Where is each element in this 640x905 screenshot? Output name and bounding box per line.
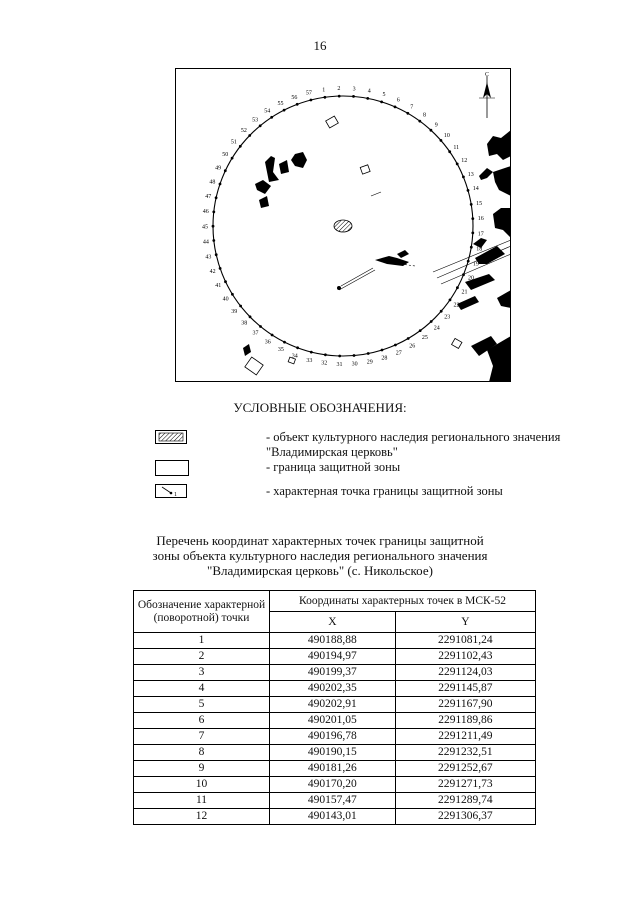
legend-item-zone-boundary (155, 460, 575, 484)
boundary-point-label: 36 (264, 339, 271, 346)
table-row (134, 665, 536, 681)
boundary-point-label: 24 (433, 325, 440, 332)
legend-text-culture-object: - объект культурного наследия регионального значения "Владимирская церковь" (266, 430, 561, 459)
point-number-cell: 11 (134, 793, 270, 809)
boundary-point-marker (471, 217, 474, 220)
boundary-point-label: 38 (241, 320, 248, 327)
boundary-point-marker (449, 299, 452, 302)
boundary-point-marker (406, 112, 409, 115)
boundary-point-marker (212, 239, 215, 242)
y-coordinate-cell: 2291306,37 (395, 809, 535, 825)
boundary-point-label: 39 (231, 309, 238, 315)
boundary-point-marker (367, 352, 370, 355)
header-y: Y (395, 612, 535, 633)
point-number-cell: 10 (134, 777, 270, 793)
y-coordinate-cell: 2291167,90 (395, 697, 535, 713)
boundary-point-marker (271, 334, 274, 337)
y-coordinate-cell: 2291189,86 (395, 713, 535, 729)
boundary-point-label: 47 (205, 194, 212, 201)
boundary-point-marker (394, 106, 397, 109)
site-plan-map (175, 68, 511, 382)
table-row (134, 761, 536, 777)
boundary-point-label: 17 (477, 231, 484, 238)
boundary-point-marker (239, 305, 242, 308)
boundary-point-marker (259, 325, 262, 328)
boundary-point-marker (440, 139, 443, 142)
boundary-point-marker (296, 346, 299, 349)
boundary-point-label: 4 (367, 88, 371, 95)
north-marker: C (485, 72, 490, 78)
boundary-point-label: 12 (461, 158, 468, 165)
y-coordinate-cell: 2291102,43 (395, 649, 535, 665)
boundary-point-label: 20 (468, 275, 474, 282)
x-coordinate-cell: 490194,97 (270, 649, 396, 665)
x-coordinate-cell: 490190,15 (270, 745, 396, 761)
boundary-point-marker (456, 286, 459, 289)
point-symbol (155, 484, 187, 498)
boundary-point-label: 53 (252, 117, 259, 124)
boundary-point-label: 15 (476, 201, 483, 207)
boundary-point-label: 51 (230, 139, 237, 146)
boundary-point-label: 13 (467, 171, 474, 178)
boundary-point-marker (310, 99, 313, 102)
boundary-point-marker (270, 116, 273, 119)
y-coordinate-cell: 2291081,24 (395, 633, 535, 649)
boundary-point-label: 34 (291, 353, 298, 360)
table-row (134, 777, 536, 793)
boundary-point-marker (366, 97, 369, 100)
legend-text-zone-boundary: - граница защитной зоны (266, 460, 401, 474)
boundary-point-marker (381, 349, 384, 352)
x-coordinate-cell: 490157,47 (270, 793, 396, 809)
boundary-point-marker (353, 354, 356, 357)
point-number-cell: 12 (134, 809, 270, 825)
table-row (134, 633, 536, 649)
boundary-point-marker (324, 353, 327, 356)
boundary-point-label: 25 (421, 335, 428, 341)
boundary-point-marker (224, 169, 227, 172)
boundary-point-marker (231, 293, 234, 296)
legend-item-culture-object (155, 430, 575, 459)
boundary-point-label: 23 (444, 314, 451, 321)
point-number-cell: 1 (134, 633, 270, 649)
boundary-point-label: 55 (277, 101, 284, 107)
boundary-point-label: 6 (396, 97, 400, 104)
table-row (134, 697, 536, 713)
table-row (134, 681, 536, 697)
hatch-symbol (155, 430, 187, 444)
boundary-point-label: 26 (409, 343, 416, 350)
boundary-point-label: 37 (252, 330, 259, 337)
boundary-point-label: 9 (434, 122, 438, 129)
boundary-point-label: 7 (410, 104, 414, 111)
point-symbol-label: 1 (174, 492, 177, 498)
table-row (134, 649, 536, 665)
boundary-point-label: 56 (291, 94, 298, 101)
boundary-point-marker (248, 134, 251, 137)
boundary-point-label: 31 (336, 362, 343, 368)
y-coordinate-cell: 2291211,49 (395, 729, 535, 745)
legend-title: УСЛОВНЫЕ ОБОЗНАЧЕНИЯ: (233, 400, 407, 415)
boundary-point-label: 18 (476, 246, 483, 253)
boundary-point-marker (212, 225, 215, 228)
coordinates-list-heading: Перечень координат характерных точек границы защитной зоны объекта культурного наследия регионального значения "Владимирская церковь" (с. Никольское) (152, 533, 488, 578)
point-number-cell: 2 (134, 649, 270, 665)
boundary-point-marker (310, 351, 313, 354)
boundary-point-label: 33 (306, 357, 313, 364)
boundary-point-marker (394, 344, 397, 347)
boundary-point-marker (456, 163, 459, 166)
boundary-point-marker (224, 280, 227, 283)
boundary-point-marker (418, 120, 421, 123)
boundary-point-marker (471, 232, 474, 235)
point-number-cell: 6 (134, 713, 270, 729)
x-coordinate-cell: 490181,26 (270, 761, 396, 777)
boundary-point-label: 48 (209, 179, 216, 186)
boundary-point-marker (239, 145, 242, 148)
boundary-point-marker (467, 189, 470, 192)
point-number-cell: 9 (134, 761, 270, 777)
y-coordinate-cell: 2291232,51 (395, 745, 535, 761)
x-coordinate-cell: 490143,01 (270, 809, 396, 825)
header-point: Обозначение характерной (поворотной) точки (134, 591, 270, 633)
boundary-point-marker (462, 176, 465, 179)
page-number: 16 (313, 38, 327, 53)
boundary-point-marker (338, 95, 341, 98)
boundary-point-marker (212, 211, 215, 214)
boundary-point-label: 5 (382, 92, 386, 99)
boundary-point-marker (440, 310, 443, 313)
boundary-point-label: 35 (277, 347, 284, 354)
boundary-point-marker (219, 267, 222, 270)
boundary-point-label: 16 (477, 216, 484, 223)
point-number-cell: 8 (134, 745, 270, 761)
x-coordinate-cell: 490170,20 (270, 777, 396, 793)
boundary-point-marker (352, 95, 355, 98)
boundary-point-marker (407, 337, 410, 340)
boundary-point-label: 44 (202, 239, 209, 246)
x-coordinate-cell: 490188,88 (270, 633, 396, 649)
y-coordinate-cell: 2291252,67 (395, 761, 535, 777)
x-coordinate-cell: 490202,35 (270, 681, 396, 697)
boundary-point-label: 14 (472, 186, 479, 193)
boundary-point-marker (462, 273, 465, 276)
legend-item-point (155, 484, 575, 508)
boundary-point-label: 42 (209, 269, 216, 275)
table-row (134, 729, 536, 745)
boundary-point-marker (380, 101, 383, 104)
boundary-point-marker (259, 124, 262, 127)
boundary-point-label: 1 (322, 87, 326, 94)
boundary-point-marker (324, 96, 327, 99)
boundary-point-label: 52 (240, 128, 247, 134)
boundary-point-label: 8 (423, 112, 426, 119)
table-row (134, 713, 536, 729)
x-coordinate-cell: 490196,78 (270, 729, 396, 745)
boundary-point-marker (470, 246, 473, 249)
boundary-point-label: 50 (222, 151, 229, 158)
boundary-point-label: 19 (472, 261, 479, 268)
boundary-point-label: 2 (337, 86, 341, 93)
boundary-point-marker (296, 103, 299, 106)
header-x: X (270, 612, 396, 633)
boundary-point-label: 41 (215, 283, 222, 290)
boundary-point-marker (283, 109, 286, 112)
legend-text-point: - характерная точка границы защитной зоны (266, 484, 503, 498)
y-coordinate-cell: 2291289,74 (395, 793, 535, 809)
y-coordinate-cell: 2291271,73 (395, 777, 535, 793)
y-coordinate-cell: 2291145,87 (395, 681, 535, 697)
boundary-point-label: 30 (351, 361, 358, 368)
point-number-cell: 3 (134, 665, 270, 681)
boundary-point-label: 32 (321, 360, 328, 367)
boundary-point-label: 10 (443, 133, 450, 140)
boundary-point-label: 40 (222, 296, 229, 303)
boundary-point-marker (283, 341, 286, 344)
boundary-point-marker (430, 129, 433, 132)
boundary-point-label: 3 (352, 86, 356, 93)
y-coordinate-cell: 2291124,03 (395, 665, 535, 681)
point-number-cell: 7 (134, 729, 270, 745)
boundary-point-label: 28 (381, 355, 388, 362)
boundary-point-marker (338, 355, 341, 358)
boundary-point-marker (215, 196, 218, 199)
boundary-point-marker (215, 253, 218, 256)
boundary-point-label: 21 (461, 289, 468, 296)
table-row (134, 809, 536, 825)
boundary-point-label: 45 (202, 224, 208, 231)
point-number-cell: 5 (134, 697, 270, 713)
boundary-point-marker (219, 183, 222, 186)
x-coordinate-cell: 490199,37 (270, 665, 396, 681)
boundary-point-marker (470, 203, 473, 206)
church-object (334, 220, 352, 232)
header-coords: Координаты характерных точек в МСК-52 (270, 591, 536, 612)
boundary-point-label: 43 (205, 254, 212, 261)
boundary-point-label: 22 (453, 302, 460, 309)
boundary-point-marker (430, 320, 433, 323)
coordinates-table (133, 590, 536, 825)
boundary-point-marker (231, 157, 234, 160)
boundary-point-label: 46 (202, 209, 209, 216)
point-number-cell: 4 (134, 681, 270, 697)
table-body (134, 633, 536, 825)
boundary-point-marker (249, 315, 252, 318)
table-row (134, 793, 536, 809)
boundary-point-marker (467, 260, 470, 263)
boundary-point-label: 11 (453, 145, 460, 152)
boundary-point-marker (419, 329, 422, 332)
boundary-point-label: 27 (395, 350, 402, 357)
boundary-point-label: 57 (305, 90, 312, 97)
boundary-point-label: 29 (366, 359, 373, 366)
x-coordinate-cell: 490202,91 (270, 697, 396, 713)
boundary-point-label: 49 (215, 165, 222, 172)
boundary-point-marker (448, 150, 451, 153)
boundary-point-label: 54 (264, 108, 271, 115)
survey-point (337, 286, 341, 290)
boundary-line-symbol (155, 460, 189, 476)
table-row (134, 745, 536, 761)
x-coordinate-cell: 490201,05 (270, 713, 396, 729)
